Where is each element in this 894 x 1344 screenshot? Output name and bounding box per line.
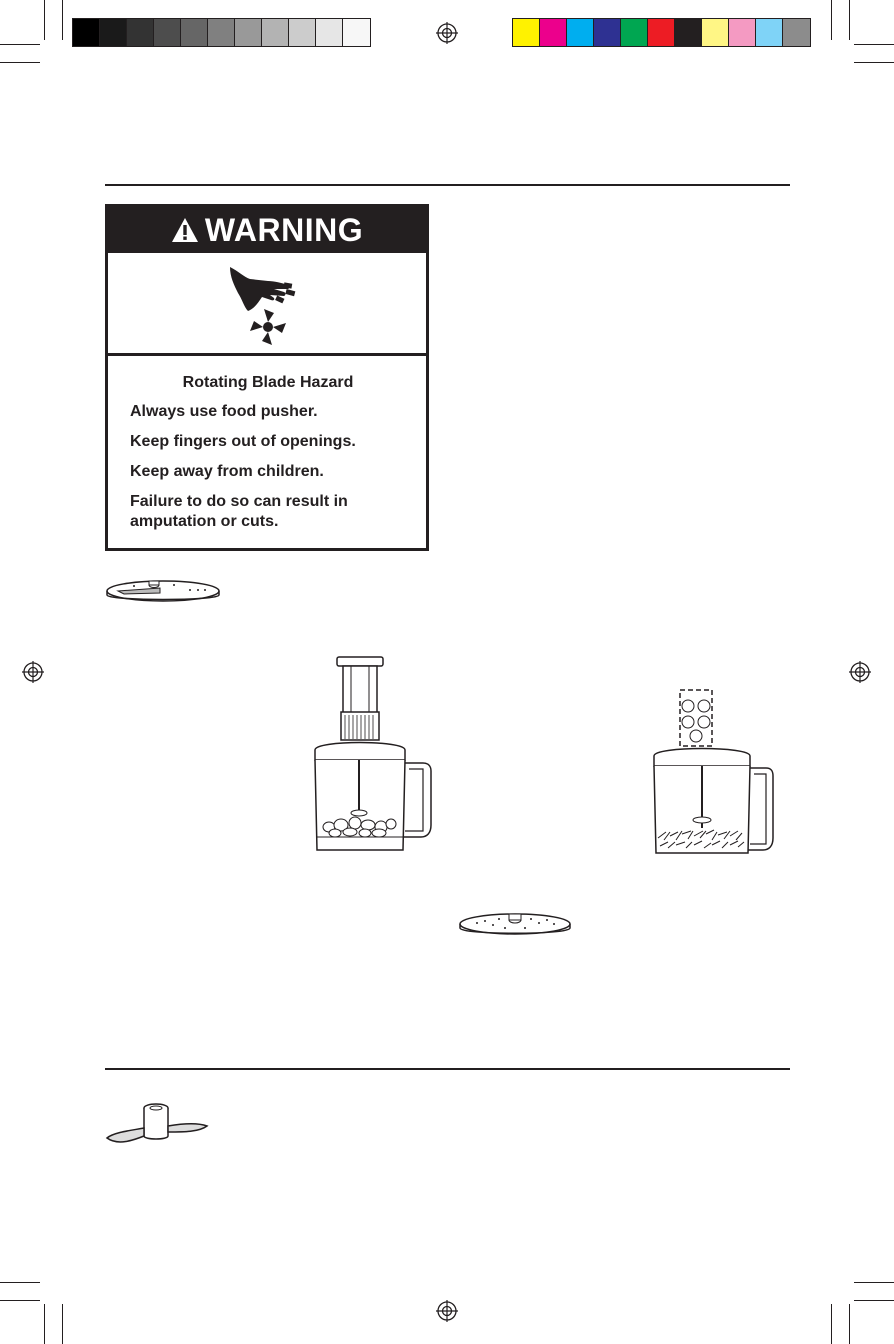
crop-mark — [0, 44, 40, 45]
color-swatch — [729, 19, 756, 46]
crop-mark — [0, 62, 40, 63]
slicing-disc-image — [104, 576, 224, 606]
warning-line: Keep away from children. — [130, 463, 324, 480]
crop-mark — [0, 1282, 40, 1283]
food-processor-chopped-image — [305, 655, 435, 855]
color-swatch — [208, 19, 235, 46]
color-swatch — [513, 19, 540, 46]
color-swatch — [316, 19, 343, 46]
warning-line: Always use food pusher. — [130, 403, 318, 420]
grayscale-color-bar — [72, 18, 371, 47]
color-swatch — [702, 19, 729, 46]
warning-line: Keep fingers out of openings. — [130, 433, 356, 450]
hand-blade-hazard-icon — [224, 259, 314, 349]
crop-mark — [44, 1304, 45, 1344]
color-swatch — [181, 19, 208, 46]
registration-mark-icon — [22, 661, 44, 683]
color-swatch — [73, 19, 100, 46]
crop-mark — [849, 1304, 850, 1344]
crop-mark — [849, 0, 850, 40]
section-divider — [105, 1068, 790, 1070]
crop-mark — [831, 1304, 832, 1344]
crop-mark — [854, 44, 894, 45]
crop-mark — [831, 0, 832, 40]
crop-mark — [62, 0, 63, 40]
color-swatch — [621, 19, 648, 46]
hazard-title: Rotating Blade Hazard — [182, 374, 354, 391]
color-swatch — [289, 19, 316, 46]
registration-mark-icon — [436, 1300, 458, 1322]
warning-line: Failure to do so can result in amputation or cuts. — [130, 493, 348, 530]
warning-triangle-icon — [171, 217, 199, 243]
color-swatch — [262, 19, 289, 46]
color-swatch — [648, 19, 675, 46]
color-swatch — [567, 19, 594, 46]
color-swatch — [343, 19, 370, 46]
color-swatch — [594, 19, 621, 46]
section-divider — [105, 184, 790, 186]
food-processor-shredded-image — [642, 688, 777, 856]
crop-mark — [854, 1282, 894, 1283]
registration-mark-icon — [436, 22, 458, 44]
color-swatch — [100, 19, 127, 46]
crop-mark — [44, 0, 45, 40]
warning-title: WARNING — [204, 211, 364, 248]
shredding-disc-image — [457, 909, 575, 941]
color-swatch — [540, 19, 567, 46]
process-color-bar — [512, 18, 811, 47]
crop-mark — [0, 1300, 40, 1301]
crop-mark — [62, 1304, 63, 1344]
color-swatch — [154, 19, 181, 46]
warning-header — [108, 207, 426, 253]
color-swatch — [235, 19, 262, 46]
color-swatch — [756, 19, 783, 46]
crop-mark — [854, 62, 894, 63]
multipurpose-blade-image — [104, 1100, 212, 1152]
color-swatch — [783, 19, 810, 46]
color-swatch — [127, 19, 154, 46]
hazard-pictogram — [108, 253, 426, 356]
color-swatch — [675, 19, 702, 46]
registration-mark-icon — [849, 661, 871, 683]
warning-label — [105, 204, 429, 551]
crop-mark — [854, 1300, 894, 1301]
